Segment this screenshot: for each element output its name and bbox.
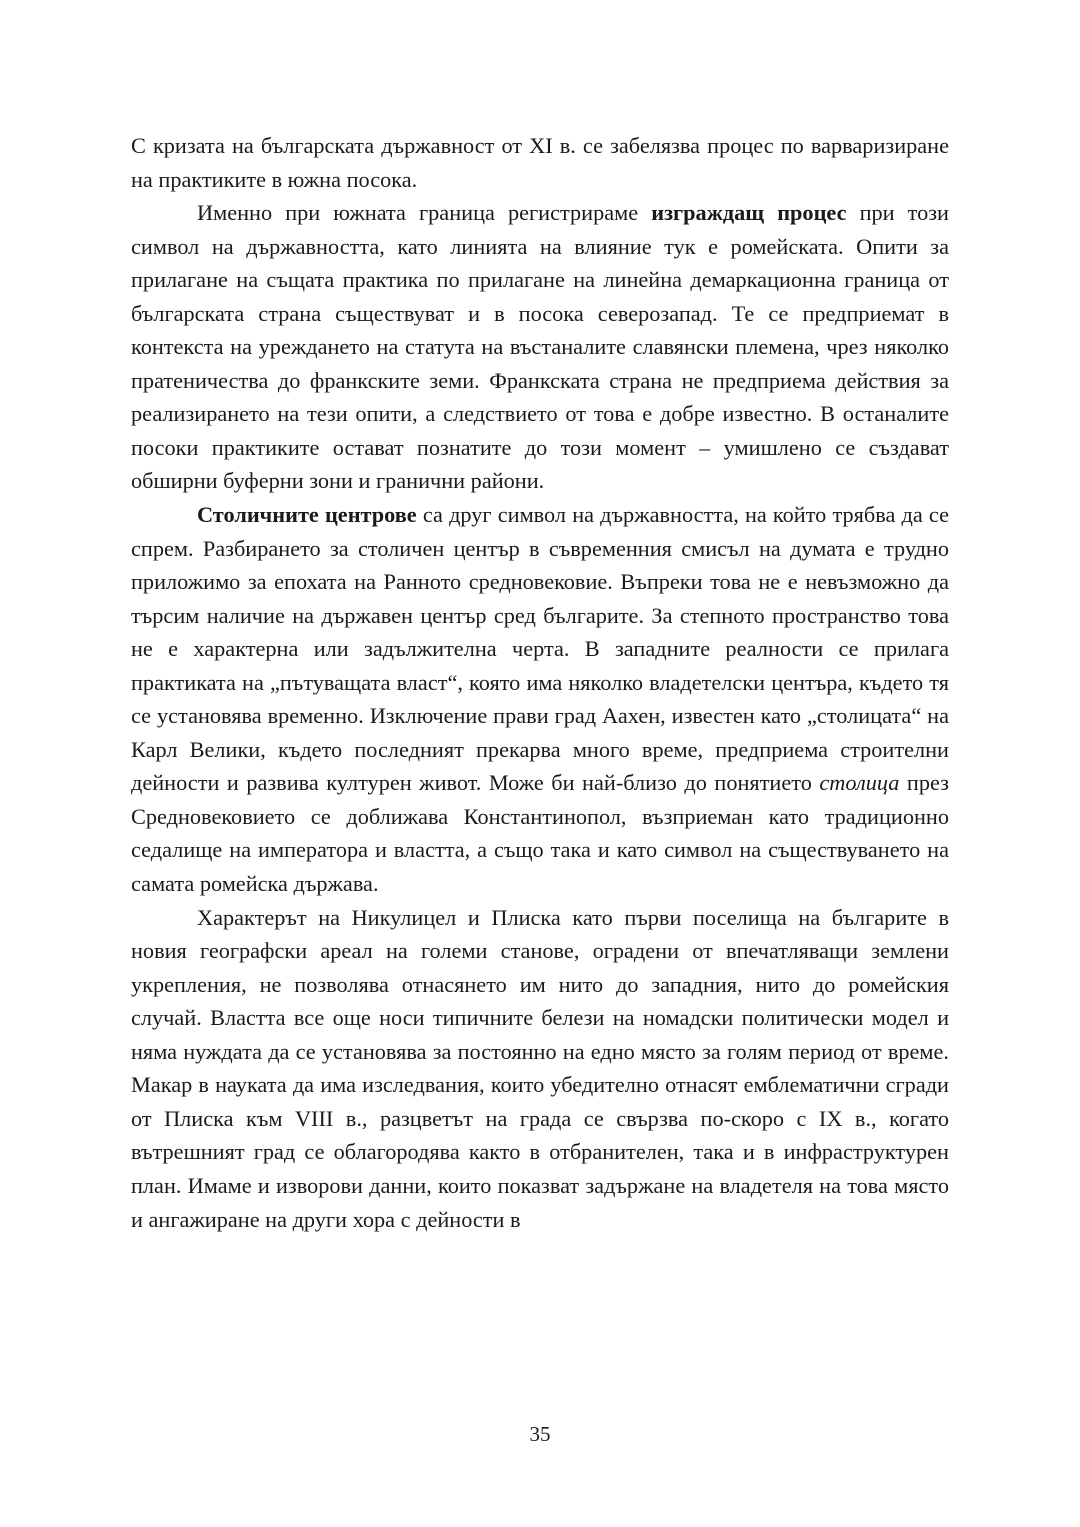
term-capital-italic: столица [819, 770, 900, 796]
paragraph-2-text-a: Именно при южната граница регистрираме [197, 200, 652, 226]
paragraph-4-text: Характерът на Никулицел и Плиска като първи поселища на българите в новия географски ареал на големи станове, оградени от впечатляващи землени укрепления, не позволява отнасянето им нито до западния, нито до ромейския случай. Властта все още носи типичните белези на номадски политически модел и няма нуждата да се установява за постоянно на едно място за голям период от време. Макар в науката да има изследвания, които убедително отнасят емблематични сгради от Плиска към VIII в., разцветът на града се свързва по-скоро с IX в., когато вътрешният град се облагородява както в отбранителен, така и в инфраструктурен план. Имаме и изворови данни, които показват задържане на владетеля на това място и ангажиране на други хора с дейности в [131, 904, 949, 1232]
paragraph-2 [131, 196, 949, 498]
paragraph-3-text-b: през Средновековието се доближава Константинопол, възприеман като традиционно седалище на императора и властта, а също така и като символ на съществуването на самата ромейска държава. [131, 770, 949, 897]
page-number: 35 [529, 1422, 551, 1446]
paragraph-3-text-a: са друг символ на държавността, на който трябва да се спрем. Разбирането за столичен център в съвременния смисъл на думата е трудно приложимо за епохата на Ранното средновековие. Въпреки това не е невъзможно да търсим наличие на държавен център сред българите. За степното пространство това не е характерна или задължителна черта. В западните реалности се прилага практиката на „пътуващата власт“, която има няколко владетелски центъра, където тя се установява временно. Изключение прави град Аахен, известен като „столицата“ на Карл Велики, където последният прекарва много време, предприема строителни дейности и развива културен живот. Може би най-близо до понятието [131, 502, 949, 796]
body-text [131, 129, 949, 1236]
paragraph-4 [131, 901, 949, 1236]
term-capital-centers: Столичните центрове [197, 502, 417, 528]
paragraph-2-text-b: при този символ на държавността, като линията на влияние тук е ромейската. Опити за прилагане на същата практика по прилагане на линейна демаркационна граница от българската страна съществуват и в посока северозапад. Те се предприемат в контекста на уреждането на статута на въстаналите славянски племена, чрез няколко пратеничества до франкските земи. Франкската страна не предприема действия за реализирането на тези опити, а следствието от това е добре известно. В останалите посоки практиките остават познатите до този момент – умишлено се създават обширни буферни зони и гранични райони. [131, 200, 949, 494]
paragraph-1-text: С кризата на българската държавност от XI в. се забелязва процес по варваризиране на практиките в южна посока. [131, 133, 949, 192]
paragraph-3 [131, 498, 949, 901]
paragraph-1 [131, 129, 949, 196]
term-building-process: изграждащ процес [651, 200, 847, 226]
